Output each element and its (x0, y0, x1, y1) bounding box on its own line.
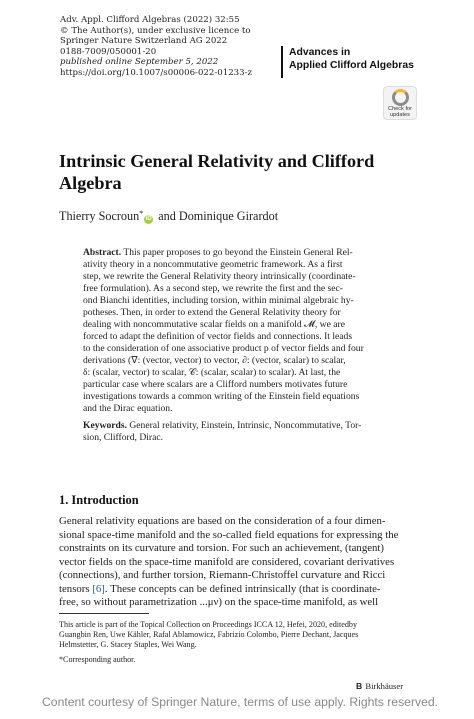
abstract-line: potheses. Then, in order to extend the General Relativity theory for (83, 307, 341, 318)
keywords-line: Keywords. General relativity, Einstein, Intrinsic, Noncommutative, Tor- (83, 420, 362, 431)
corresponding-author-note: *Corresponding author. (59, 654, 136, 664)
author-name[interactable]: Thierry Socroun (59, 209, 140, 223)
body-line: sional space-time manifold and the so-called field equations for expressing the (59, 528, 399, 541)
abstract-label: Abstract. (83, 247, 122, 258)
birkhauser-icon: B (356, 681, 363, 691)
abstract-line: Abstract. This paper proposes to go beyond the Einstein General Rel- (83, 247, 353, 258)
body-line: (connections), and further torsion, Riemann-Christoffel curvature and Ricci (59, 569, 386, 581)
abstract-line: and the Dirac equation. (83, 403, 173, 414)
licence-line: Springer Nature Switzerland AG 2022 (60, 36, 228, 47)
journal-name-line: Advances in (289, 47, 351, 58)
citation-line: Adv. Appl. Clifford Algebras (2022) 32:55 (60, 15, 240, 25)
author-name[interactable]: and Dominique Girardot (155, 209, 279, 223)
abstract-line: dealing with noncommutative scalar fields on a manifold 𝓜, we are (83, 319, 345, 330)
body-line: constraints on its curvature and torsion. For such an achievement, (tangent) (59, 542, 385, 554)
doi-link[interactable]: https://doi.org/10.1007/s00006-022-01233-z (60, 67, 253, 78)
footnote-line: This article is part of the Topical Collection on Proceedings ICCA 12, Hefei, 2020, editedby (59, 620, 358, 629)
abstract-line: particular case where scalars are a Clifford numbers motivates future (83, 379, 348, 390)
body-line: free, so without parametrization ...μν) on the space-time manifold, as well (59, 596, 379, 608)
abstract-line: step, we rewrite the General Relativity theory intrinsically (coordinate- (83, 271, 356, 282)
footnote-line: Guangbin Ren, Uwe Kähler, Rafal Ablamowicz, Fabrizio Colombo, Pierre Dechant, Jacques (59, 630, 359, 640)
footnote-line: Helmstetter, G. Stacey Staples, Wei Wang. (59, 640, 197, 650)
copyright-line: © The Author(s), under exclusive licence to (60, 25, 251, 36)
published-date: published online September 5, 2022 (60, 57, 219, 68)
abstract-line: δ: (scalar, vector) to scalar, 𝒞: (scalar, scalar) to scalar). At last, the (83, 367, 341, 378)
abstract-line: forced to adapt the definition of vector fields and connections. It leads (83, 331, 353, 342)
issn-line: 0188-7009/050001-20 (60, 46, 157, 57)
abstract-line: ativity theory in a noncommutative geometric framework. As a first (83, 259, 343, 270)
check-for-updates-button[interactable]: Check for updates (383, 86, 417, 120)
publisher-logo (356, 681, 403, 691)
body-line: tensors [6]. These concepts can be defined intrinsically (that is coordinate- (59, 582, 381, 595)
keywords-line: sion, Clifford, Dirac. (83, 432, 164, 443)
article-title: Intrinsic General Relativity and Clifford Algebra (59, 151, 375, 193)
abstract-line: to the consideration of one associative product p of vector fields and four (83, 343, 364, 354)
abstract-line: derivations (∇: (vector, vector) to vector, ∂: (vector, scalar) to scalar, (83, 355, 346, 366)
abstract-line: investigations towards a common writing of the Einstein field equations (83, 391, 360, 402)
abstract (83, 247, 392, 444)
courtesy-notice: Content courtesy of Springer Nature, terms of use apply. Rights reserved. (42, 695, 439, 709)
citation-link[interactable]: [6] (92, 582, 105, 595)
footnote-divider (59, 613, 149, 614)
abstract-line: free formulation). As a second step, we rewrite the first and the sec- (83, 283, 344, 294)
journal-name-line: Applied Clifford Algebras (289, 60, 414, 71)
corresponding-author-mark: * (139, 209, 144, 218)
body-line: vector fields on the space-time manifold are considered, covariant derivatives (59, 555, 395, 568)
publisher-name: Birkhäuser (365, 681, 404, 691)
keywords-label: Keywords. (83, 420, 127, 431)
update-icon (392, 89, 409, 106)
footnotes (59, 620, 419, 665)
introduction-text (59, 515, 417, 610)
orcid-icon[interactable]: iD (145, 216, 152, 222)
section-heading: 1. Introduction (59, 493, 139, 507)
author-list (59, 209, 278, 224)
article-metadata (60, 15, 290, 79)
body-line: General relativity equations are based on the consideration of a four dimen- (59, 515, 386, 527)
abstract-line: ond Bianchi identities, including torsion, within minimal algebraic hy- (83, 295, 354, 306)
journal-name-box (281, 46, 421, 78)
